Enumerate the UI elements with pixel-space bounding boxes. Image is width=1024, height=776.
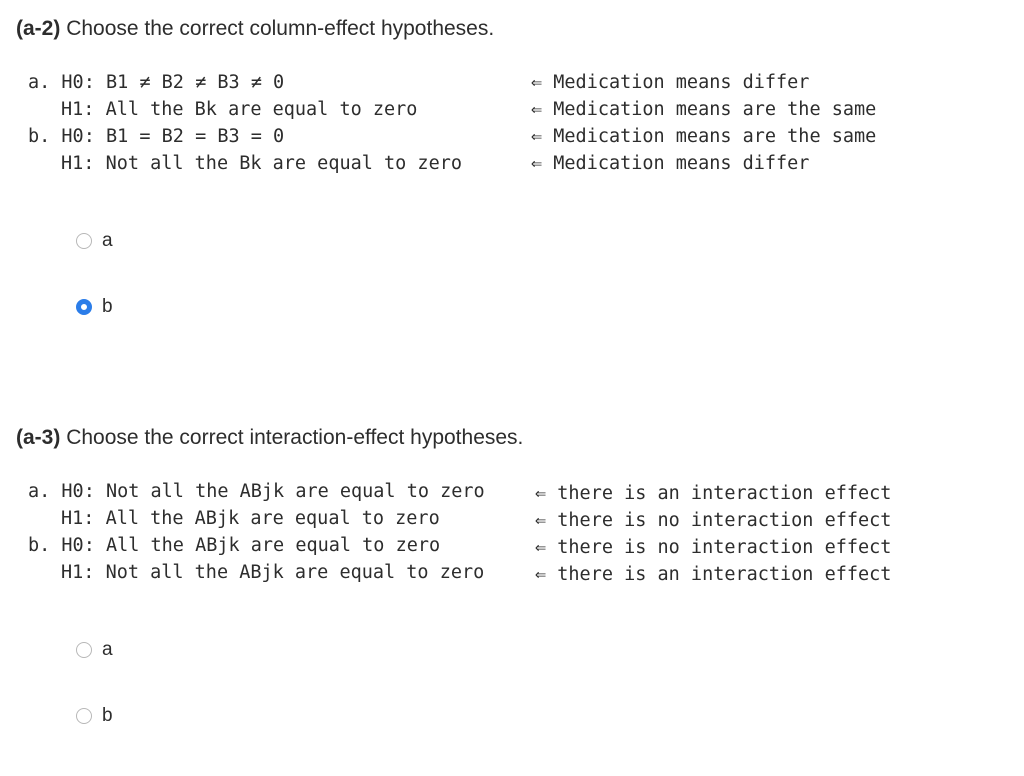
hypothesis-line bbox=[61, 153, 462, 174]
question-a2-title bbox=[16, 17, 494, 41]
radio-button[interactable] bbox=[76, 708, 92, 724]
hypothesis-note: ⇐ there is no interaction effect bbox=[535, 510, 892, 531]
radio-option-a2-b[interactable] bbox=[76, 296, 113, 318]
hypothesis-line bbox=[28, 481, 485, 502]
option-letter: a. bbox=[28, 72, 51, 93]
hypothesis-note: ⇐ there is an interaction effect bbox=[535, 564, 892, 585]
h1-label: H1: bbox=[61, 153, 95, 174]
h0-label: H0: bbox=[61, 72, 95, 93]
question-prompt: Choose the correct interaction-effect hypotheses. bbox=[66, 426, 524, 449]
hypothesis-note: ⇐ Medication means are the same bbox=[531, 99, 877, 120]
hypothesis-expression: B1 = B2 = B3 = 0 bbox=[105, 126, 285, 147]
hypothesis-note: ⇐ Medication means differ bbox=[531, 153, 810, 174]
h0-label: H0: bbox=[61, 481, 95, 502]
hypothesis-line bbox=[61, 508, 440, 529]
hypothesis-expression: Not all the ABjk are equal to zero bbox=[105, 481, 485, 502]
hypothesis-note: ⇐ there is an interaction effect bbox=[535, 483, 892, 504]
h1-label: H1: bbox=[61, 508, 95, 529]
radio-label: a bbox=[102, 230, 113, 251]
radio-button[interactable] bbox=[76, 642, 92, 658]
question-number: (a-2) bbox=[16, 17, 61, 40]
hypothesis-note: ⇐ Medication means differ bbox=[531, 72, 810, 93]
hypothesis-expression: All the ABjk are equal to zero bbox=[105, 508, 440, 529]
hypothesis-line bbox=[61, 99, 417, 120]
radio-option-a3-a[interactable] bbox=[76, 639, 113, 661]
hypothesis-line bbox=[28, 126, 284, 147]
radio-label: a bbox=[102, 639, 113, 660]
radio-label: b bbox=[102, 296, 113, 317]
hypothesis-line bbox=[61, 562, 484, 583]
question-a3-title bbox=[16, 426, 523, 450]
hypothesis-expression: B1 ≠ B2 ≠ B3 ≠ 0 bbox=[105, 72, 285, 93]
h1-label: H1: bbox=[61, 562, 95, 583]
radio-button[interactable] bbox=[76, 233, 92, 249]
hypothesis-line bbox=[28, 72, 284, 93]
question-prompt: Choose the correct column-effect hypotheses. bbox=[66, 17, 495, 40]
hypothesis-expression: All the Bk are equal to zero bbox=[105, 99, 418, 120]
hypothesis-note: ⇐ there is no interaction effect bbox=[535, 537, 892, 558]
hypothesis-line bbox=[28, 535, 440, 556]
hypotheses-block-a3 bbox=[28, 481, 988, 591]
option-letter: b. bbox=[28, 535, 51, 556]
h0-label: H0: bbox=[61, 535, 95, 556]
question-number: (a-3) bbox=[16, 426, 61, 449]
h0-label: H0: bbox=[61, 126, 95, 147]
hypothesis-expression: Not all the Bk are equal to zero bbox=[105, 153, 462, 174]
radio-label: b bbox=[102, 705, 113, 726]
hypothesis-expression: Not all the ABjk are equal to zero bbox=[105, 562, 485, 583]
radio-option-a3-b[interactable] bbox=[76, 705, 113, 727]
h1-label: H1: bbox=[61, 99, 95, 120]
option-letter: b. bbox=[28, 126, 51, 147]
hypothesis-note: ⇐ Medication means are the same bbox=[531, 126, 877, 147]
radio-button-selected[interactable] bbox=[76, 299, 92, 315]
option-letter: a. bbox=[28, 481, 51, 502]
radio-option-a2-a[interactable] bbox=[76, 230, 113, 252]
hypothesis-expression: All the ABjk are equal to zero bbox=[105, 535, 441, 556]
hypotheses-block-a2 bbox=[28, 72, 948, 182]
